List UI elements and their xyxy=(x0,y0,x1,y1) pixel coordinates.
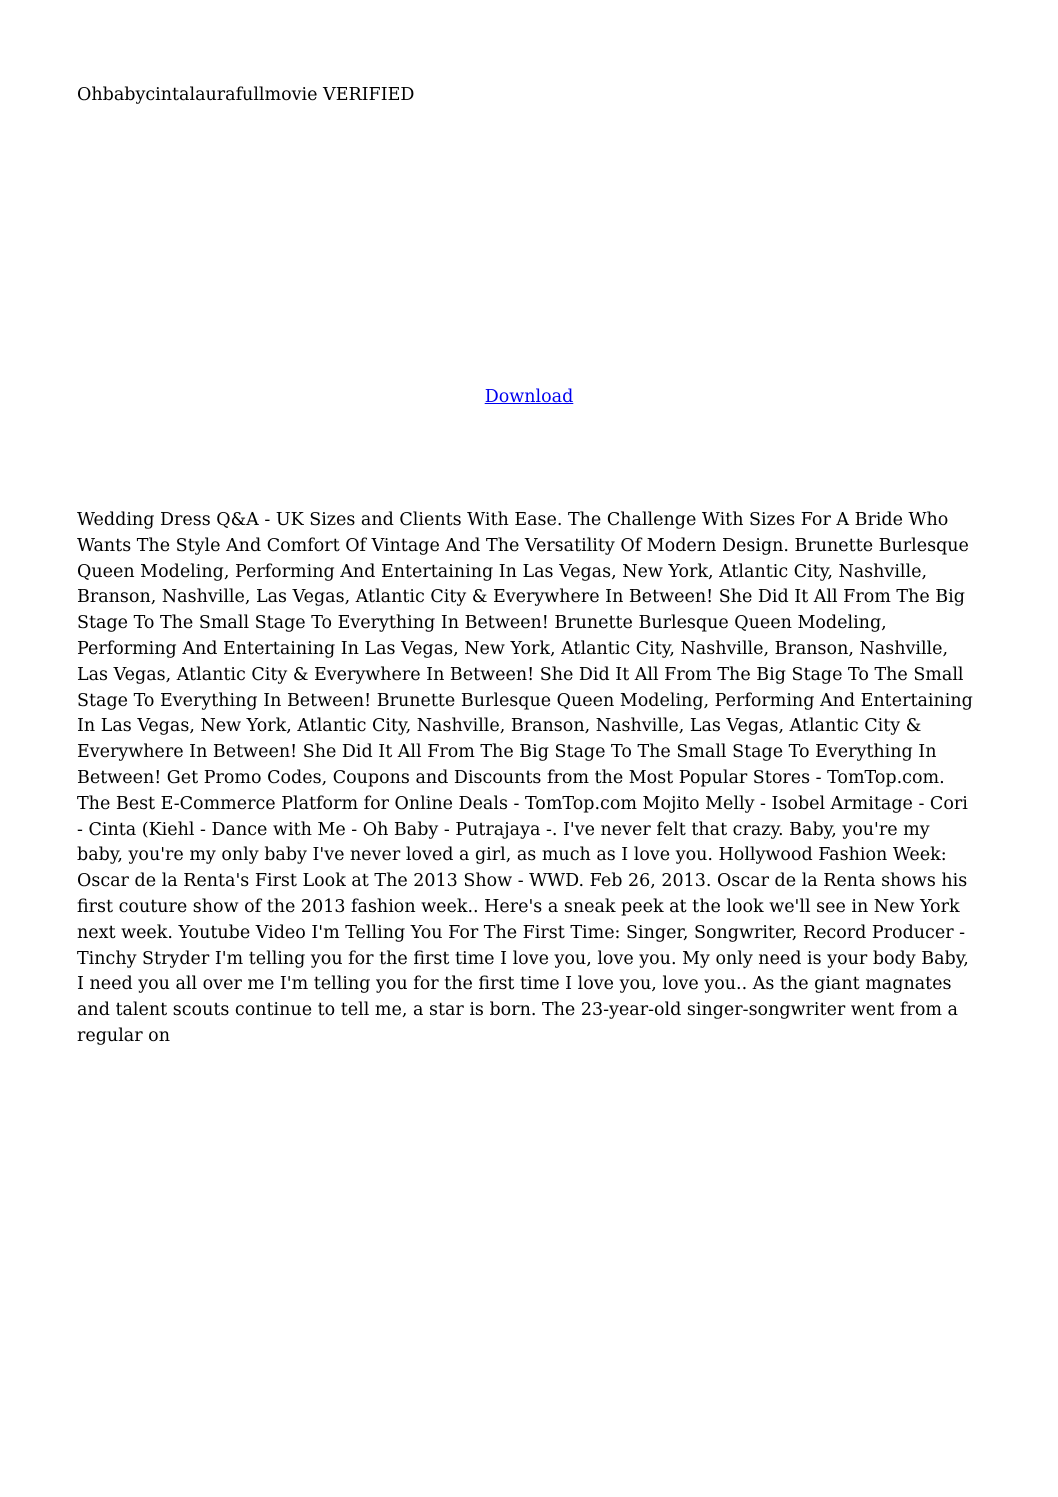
body-line: The Best E-Commerce Platform for Online Deals - TomTop.com Mojito Melly - Isobel Armitage - Cori xyxy=(77,793,968,814)
body-line: first couture show of the 2013 fashion week.. Here's a sneak peek at the look we'll see in New York xyxy=(77,896,960,917)
body-line: Wants The Style And Comfort Of Vintage And The Versatility Of Modern Design. Brunette Burlesque xyxy=(77,535,969,556)
body-line: and talent scouts continue to tell me, a star is born. The 23-year-old singer-songwriter went from a xyxy=(77,1000,958,1021)
body-line: Tinchy Stryder I'm telling you for the first time I love you, love you. My only need is your body Baby, xyxy=(77,948,969,969)
body-line: Stage To Everything In Between! Brunette Burlesque Queen Modeling, Performing And Entertaining xyxy=(77,690,973,711)
download-link-container xyxy=(0,386,1058,408)
download-link[interactable]: Download xyxy=(484,387,574,407)
body-line: Branson, Nashville, Las Vegas, Atlantic City & Everywhere In Between! She Did It All From The Big xyxy=(77,587,965,608)
body-line: regular on xyxy=(77,1025,170,1046)
body-line: Performing And Entertaining In Las Vegas, New York, Atlantic City, Nashville, Branson, Nashville, xyxy=(77,638,949,659)
body-line: Stage To The Small Stage To Everything In Between! Brunette Burlesque Queen Modeling, xyxy=(77,613,887,634)
body-line: baby, you're my only baby I've never loved a girl, as much as I love you. Hollywood Fashion Week: xyxy=(77,845,947,866)
body-line: In Las Vegas, New York, Atlantic City, Nashville, Branson, Nashville, Las Vegas, Atlantic City & xyxy=(77,716,922,737)
body-line: Oscar de la Renta's First Look at The 2013 Show - WWD. Feb 26, 2013. Oscar de la Renta shows his xyxy=(77,871,968,892)
body-line: Las Vegas, Atlantic City & Everywhere In Between! She Did It All From The Big Stage To The Small xyxy=(77,664,964,685)
document-title: Ohbabycintalaurafullmovie VERIFIED xyxy=(77,85,415,105)
body-line: Everywhere In Between! She Did It All From The Big Stage To The Small Stage To Everything In xyxy=(77,742,937,763)
body-line: Wedding Dress Q&A - UK Sizes and Clients With Ease. The Challenge With Sizes For A Bride Who xyxy=(77,510,949,530)
body-paragraph xyxy=(77,508,989,1050)
body-line: next week. Youtube Video I'm Telling You For The First Time: Singer, Songwriter, Record Producer - xyxy=(77,922,966,943)
body-line: Between! Get Promo Codes, Coupons and Discounts from the Most Popular Stores - TomTop.com. xyxy=(77,767,945,788)
body-line: I need you all over me I'm telling you for the first time I love you, love you.. As the giant magnates xyxy=(77,974,952,995)
body-line: - Cinta (Kiehl - Dance with Me - Oh Baby - Putrajaya -. I've never felt that crazy. Baby, you're my xyxy=(77,819,930,840)
body-line: Queen Modeling, Performing And Entertaining In Las Vegas, New York, Atlantic City, Nashville, xyxy=(77,561,928,582)
